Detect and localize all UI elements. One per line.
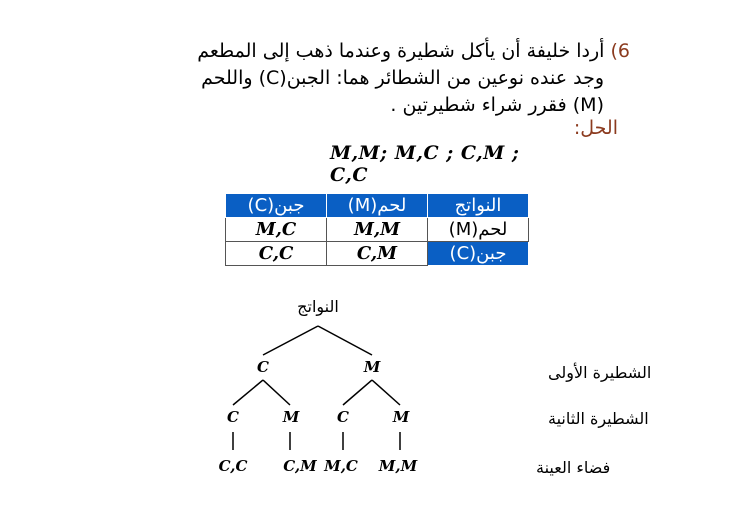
- table-cell: M,C: [226, 218, 327, 242]
- edge-m-c: [343, 380, 372, 405]
- tree-root-label: النواتج: [297, 297, 339, 316]
- row-label-first-sandwich: الشطيرة الأولى: [548, 363, 652, 382]
- question-line-3: (M) فقرر شراء شطيرتين .: [390, 94, 604, 116]
- sample-space-line: M,M; M,C ; C,M ; C,C: [330, 142, 520, 186]
- edge-m-m: [372, 380, 400, 405]
- tree-edges: [233, 326, 400, 450]
- edge-c-c: [233, 380, 263, 405]
- table-cell: C,M: [327, 242, 428, 266]
- question-number: 6): [610, 40, 630, 62]
- question-line-1: أردا خليفة أن يأكل شطيرة وعندما ذهب إلى المطعم: [197, 40, 605, 62]
- solution-label: الحل:: [573, 117, 618, 139]
- tree-leaf: M,C: [324, 457, 358, 475]
- table-cell: M,M: [327, 218, 428, 242]
- tree-leaf: C,C: [218, 457, 248, 475]
- tree-node: M: [363, 358, 381, 376]
- edge-c-m: [263, 380, 290, 405]
- table-header-outcomes: النواتج: [428, 194, 529, 218]
- tree-node: C: [227, 408, 239, 426]
- table-row-label-meat: لحم(M): [428, 218, 529, 242]
- tree-leaf: C,M: [283, 457, 317, 475]
- table-header-meat: لحم(M): [327, 194, 428, 218]
- question-line-2: وجد عنده نوعين من الشطائر هما: الجبن(C) واللحم: [201, 67, 604, 89]
- tree-node: M: [392, 408, 410, 426]
- row-label-second-sandwich: الشطيرة الثانية: [548, 409, 649, 428]
- table-cell: C,C: [226, 242, 327, 266]
- edge-root-c: [263, 326, 318, 355]
- tree-node: M: [282, 408, 300, 426]
- tree-leaf: M,M: [378, 457, 418, 475]
- tree-node: C: [257, 358, 269, 376]
- table-row-label-cheese: جبن(C): [428, 242, 529, 266]
- table-header-cheese: جبن(C): [226, 194, 327, 218]
- edge-root-m: [318, 326, 372, 355]
- row-label-sample-space: فضاء العينة: [536, 458, 611, 477]
- tree-node: C: [337, 408, 349, 426]
